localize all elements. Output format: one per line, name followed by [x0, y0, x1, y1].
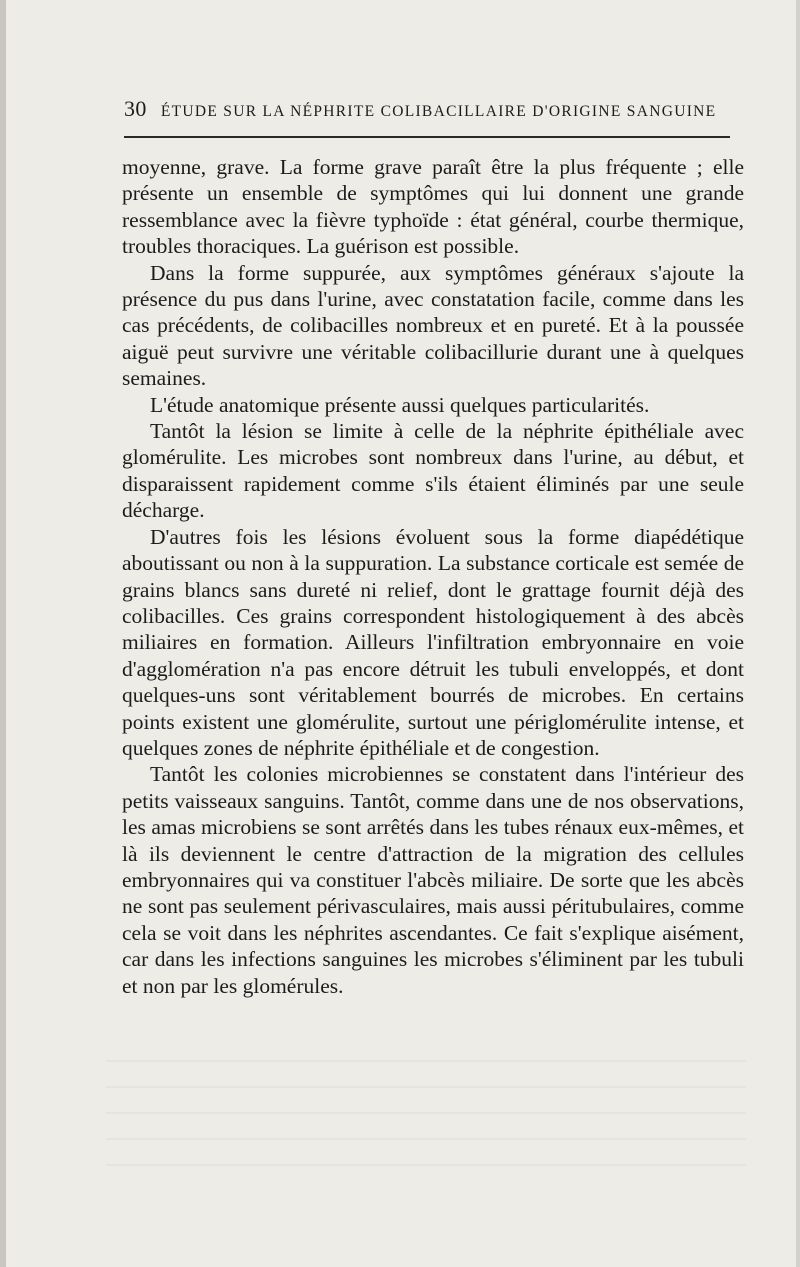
body-text [122, 154, 744, 999]
running-title: ÉTUDE SUR LA NÉPHRITE COLIBACILLAIRE D'ORIGINE SANGUINE [160, 103, 717, 120]
bleed-through-texture [106, 1060, 746, 1180]
running-header [124, 96, 744, 122]
page-number: 30 [124, 96, 147, 121]
paragraph-epithelial-nephritis: Tantôt la lésion se limite à celle de la néphrite épithéliale avec glomérulite. Les microbes sont nombreux dans l'urine, au début, et disparaissent rapidement comme s'ils étaient éliminés par une seule décharge. [122, 419, 744, 523]
header-rule [124, 136, 730, 138]
paragraph-continuation: moyenne, grave. La forme grave paraît être la plus fréquente ; elle présente un ensemble de symptômes qui lui donnent une grande ressemblance avec la fièvre typhoïde : état général, courbe thermique, troubles thoraciques. La guérison est possible. [122, 155, 744, 259]
paragraph-diapedetic-form: D'autres fois les lésions évoluent sous la forme diapédétique aboutissant ou non à la suppuration. La substance corticale est semée de grains blancs sans dureté ni relief, dont le grattage fournit déjà des colibacilles. Ces grains correspondent histologiquement à des abcès miliaires en formation. Ailleurs l'infiltration embryonnaire en voie d'agglomération n'a pas encore détruit les tubuli enveloppés, et dont quelques-uns sont véritablement bourrés de microbes. En certains points existent une glomérulite, surtout une périglomérulite intense, et quelques zones de néphrite épithéliale et de congestion. [122, 524, 744, 760]
paragraph-microbial-colonies: Tantôt les colonies microbiennes se constatent dans l'intérieur des petits vaisseaux sanguins. Tantôt, comme dans une de nos observations, les amas microbiens se sont arrêtés dans les tubes rénaux eux-mêmes, et là ils deviennent le centre d'attraction de la migration des cellules embryonnaires qui va constituer l'abcès miliaire. De sorte que les abcès ne sont pas seulement périvasculaires, mais aussi péritubulaires, comme cela se voit dans les néphrites ascendantes. Ce fait s'explique aisément, car dans les infections sanguines les microbes s'éliminent par les tubuli et non par les glomérules. [122, 762, 744, 998]
paragraph-suppurative-form: Dans la forme suppurée, aux symptômes généraux s'ajoute la présence du pus dans l'urine, avec constatation facile, comme dans les cas précédents, de colibacilles nombreux et en pureté. Et à la poussée aiguë peut survivre une véritable colibacillurie durant une à quelques semaines. [122, 260, 744, 391]
paragraph-anatomy-intro: L'étude anatomique présente aussi quelques particularités. [150, 392, 650, 417]
